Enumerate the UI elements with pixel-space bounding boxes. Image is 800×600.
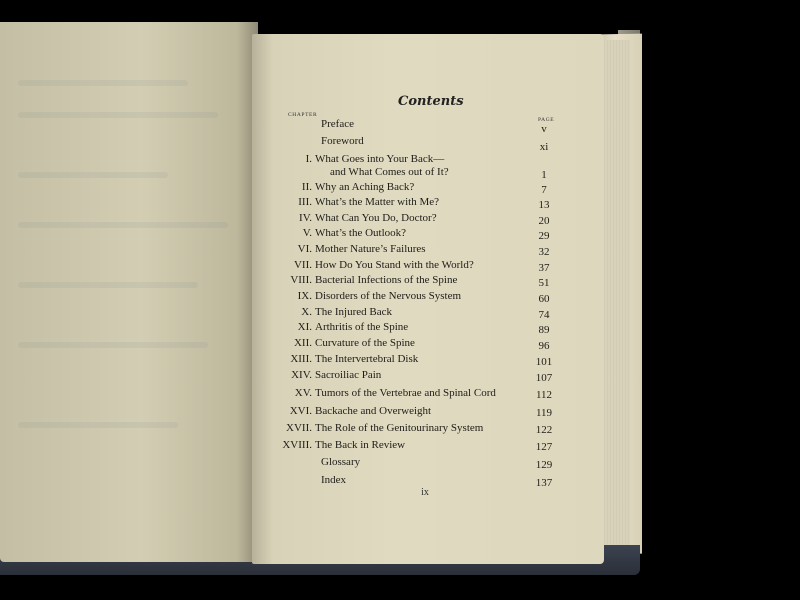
toc-entry [0,306,800,322]
toc-entry [0,259,800,275]
toc-entry [0,321,800,337]
chapter-page-number: 119 [535,407,553,419]
chapter-column-header: CHAPTER [288,112,318,118]
toc-entry [0,181,800,197]
chapter-number: XI. [297,321,312,333]
chapter-number: IV. [299,212,312,224]
chapter-page-number: 60 [538,293,550,305]
chapter-title: Curvature of the Spine [315,337,415,349]
chapter-title: Index [321,474,347,486]
chapter-number: V. [302,227,312,239]
chapter-number: XV. [294,387,312,399]
chapter-title: Disorders of the Nervous System [315,290,462,302]
chapter-number: VI. [297,243,312,255]
chapter-number: XVI. [289,405,312,417]
chapter-title: Bacterial Infections of the Spine [315,274,458,286]
toc-entry [0,387,800,403]
chapter-title: Backache and Overweight [315,405,432,417]
chapter-number: XIII. [290,353,312,365]
chapter-page-number: v [541,123,547,135]
chapter-title-continued: and What Comes out of It? [330,166,449,178]
chapter-page-number: 20 [538,215,550,227]
toc-entry [0,118,800,134]
chapter-number: XIV. [291,369,312,381]
toc-entry [0,227,800,243]
chapter-page-number: 96 [538,340,550,352]
toc-entry [0,196,800,212]
chapter-title: What Goes into Your Back— [315,153,445,165]
chapter-number: III. [298,196,312,208]
page-column-header: PAGE [538,117,555,123]
chapter-page-number: 127 [535,441,553,453]
chapter-page-number: 13 [538,199,550,211]
chapter-page-number: 1 [541,169,547,181]
chapter-title: Glossary [321,456,361,468]
chapter-number: I. [305,153,312,165]
toc-entry [0,243,800,259]
chapter-page-number: 37 [538,262,550,274]
chapter-page-number: 129 [535,459,553,471]
chapter-page-number: 112 [535,389,553,401]
chapter-title: Mother Nature’s Failures [315,243,426,255]
chapter-page-number: 107 [535,372,553,384]
chapter-title: The Role of the Genitourinary System [315,422,484,434]
chapter-page-number: 32 [538,246,550,258]
toc-entry [0,456,800,472]
chapter-page-number: 74 [538,309,550,321]
chapter-title: What Can You Do, Doctor? [315,212,437,224]
toc-entry [0,337,800,353]
chapter-page-number: 101 [535,356,553,368]
chapter-title: What’s the Matter with Me? [315,196,440,208]
chapter-number: VII. [293,259,312,271]
chapter-title: Arthritis of the Spine [315,321,409,333]
chapter-title: The Injured Back [315,306,392,318]
chapter-title: Sacroiliac Pain [315,369,382,381]
chapter-number: VIII. [290,274,312,286]
chapter-page-number: 7 [541,184,547,196]
chapter-title: Preface [321,118,354,130]
chapter-page-number: 122 [535,424,553,436]
chapter-title: How Do You Stand with the World? [315,259,474,271]
toc-entry [0,135,800,151]
chapter-title: Tumors of the Vertebrae and Spinal Cord [315,387,496,399]
chapter-title: The Intervertebral Disk [315,353,419,365]
toc-entry [0,439,800,455]
contents-title: Contents [398,94,464,109]
toc-entry [0,422,800,438]
chapter-title: The Back in Review [315,439,406,451]
toc-entry [0,274,800,290]
toc-entry [0,212,800,228]
toc-entry [0,369,800,385]
chapter-title: What’s the Outlook? [315,227,407,239]
chapter-page-number: 29 [538,230,550,242]
chapter-number: IX. [297,290,312,302]
chapter-page-number: xi [539,141,549,153]
chapter-number: XVII. [286,422,312,434]
toc-entry [0,153,800,181]
toc-entry [0,290,800,306]
chapter-page-number: 51 [538,277,550,289]
chapter-number: II. [301,181,312,193]
chapter-page-number: 137 [535,477,553,489]
chapter-page-number: 89 [538,324,550,336]
chapter-title: Foreword [321,135,364,147]
chapter-number: XVIII. [282,439,312,451]
page-number-folio: ix [421,487,429,498]
toc-entry [0,405,800,421]
toc-entry [0,353,800,369]
chapter-number: X. [301,306,312,318]
chapter-number: XII. [293,337,312,349]
chapter-title: Why an Aching Back? [315,181,415,193]
toc-entry [0,474,800,490]
